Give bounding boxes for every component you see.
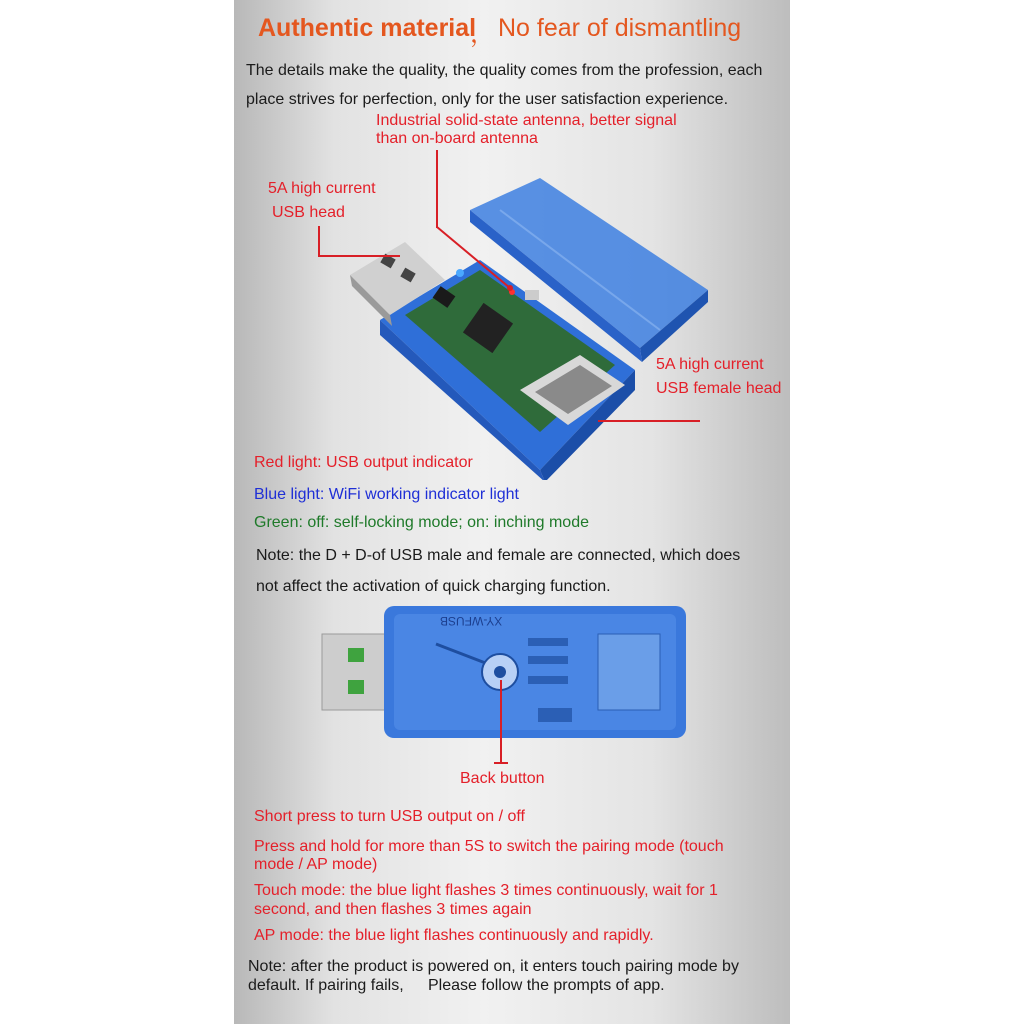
touch-mode-line-2: second, and then flashes 3 times again	[254, 901, 532, 918]
short-press-instruction: Short press to turn USB output on / off	[254, 808, 525, 825]
heading-rest: No fear of dismantling	[498, 14, 742, 42]
usb-note-line-1: Note: the D + D-of USB male and female are connected, which does	[256, 547, 741, 564]
red-light-description: Red light: USB output indicator	[254, 454, 473, 471]
touch-mode-line-1: Touch mode: the blue light flashes 3 times continuously, wait for 1	[254, 882, 718, 899]
usb-device-closed-illustration	[318, 604, 690, 740]
ap-mode-instruction: AP mode: the blue light flashes continuously and rapidly.	[254, 927, 654, 944]
hold-instruction-line-2: mode / AP mode)	[254, 856, 378, 873]
device-model-label: XY-WFUSB	[440, 614, 503, 628]
enclosure-closed	[384, 606, 686, 738]
back-button-leader	[500, 680, 502, 764]
intro-line-2: place strives for perfection, only for the user satisfaction experience.	[246, 91, 729, 108]
green-light-description: Green: off: self-locking mode; on: inching mode	[254, 514, 589, 531]
hold-instruction-line-1: Press and hold for more than 5S to switch the pairing mode (touch	[254, 838, 724, 855]
usb-head-callout-line-2: USB head	[272, 204, 345, 221]
footer-note-line-2a: default. If pairing fails,	[248, 977, 404, 994]
heading-separator: ，	[470, 20, 496, 48]
usb-head-leader-horizontal	[318, 255, 400, 257]
usb-female-callout-line-2: USB female head	[656, 380, 782, 397]
usb-head-leader-vertical	[318, 226, 320, 256]
usb-head-callout-line-1: 5A high current	[268, 180, 376, 197]
usb-female-leader	[598, 420, 700, 422]
heading-bold: Authentic material	[258, 14, 477, 42]
blue-light-description: Blue light: WiFi working indicator light	[254, 486, 519, 503]
intro-line-1: The details make the quality, the quality comes from the profession, each	[246, 62, 763, 79]
back-button-leader-tick	[494, 762, 508, 764]
antenna-callout-line-2: than on-board antenna	[376, 130, 538, 147]
antenna-leader-vertical	[436, 150, 438, 228]
usb-male-plug-bottom	[322, 634, 388, 710]
antenna-leader-diagonal	[436, 226, 516, 296]
footer-note-line-1: Note: after the product is powered on, it enters touch pairing mode by	[248, 958, 739, 975]
usb-board-open-illustration	[350, 170, 720, 480]
antenna-callout-line-1: Industrial solid-state antenna, better signal	[376, 112, 677, 129]
footer-note-line-2b: Please follow the prompts of app.	[428, 977, 665, 994]
back-button-callout: Back button	[460, 770, 545, 787]
usb-female-callout-line-1: 5A high current	[656, 356, 764, 373]
usb-note-line-2: not affect the activation of quick charging function.	[256, 578, 611, 595]
